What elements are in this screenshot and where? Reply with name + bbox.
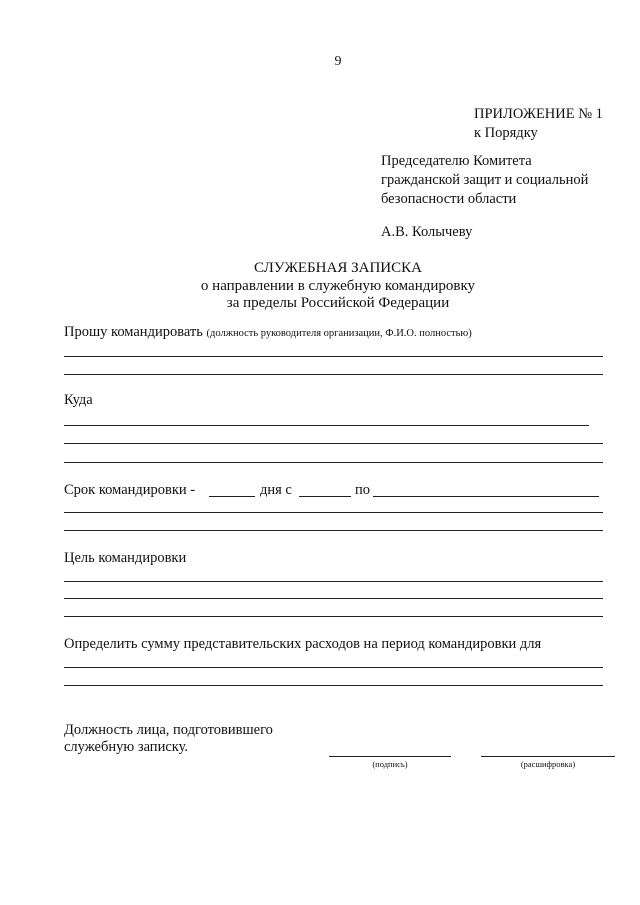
term-line-3[interactable] <box>64 530 603 531</box>
appendix-subtitle: к Порядку <box>474 125 538 141</box>
signature-decode-line[interactable] <box>481 756 615 757</box>
page-number: 9 <box>334 54 342 69</box>
title-main: СЛУЖЕБНАЯ ЗАПИСКА <box>254 260 422 276</box>
purpose-line-2[interactable] <box>64 598 603 599</box>
title-sub-2: за пределы Российской Федерации <box>226 295 450 311</box>
purpose-line-3[interactable] <box>64 616 603 617</box>
term-line-2[interactable] <box>64 512 603 513</box>
purpose-label: Цель командировки <box>64 550 187 566</box>
signature-decode-caption: (расшифровка) <box>520 759 576 769</box>
request-label <box>64 324 472 341</box>
term-end-date-line[interactable] <box>373 496 599 497</box>
request-line-2[interactable] <box>64 374 603 375</box>
expenses-line-2[interactable] <box>64 685 603 686</box>
where-label: Куда <box>64 392 93 408</box>
expenses-line-1[interactable] <box>64 667 603 668</box>
term-days-count-line[interactable] <box>209 496 255 497</box>
prepared-by-line-1: Должность лица, подготовившего <box>64 722 273 738</box>
addressee-line-2: гражданской защит и социальной <box>381 172 589 188</box>
term-days-label: дня с <box>260 482 292 498</box>
term-label: Срок командировки - <box>64 482 196 498</box>
request-hint: (должность руководителя организации, Ф.И.О. полностью) <box>206 328 472 339</box>
addressee-line-3: безопасности области <box>381 191 517 207</box>
title-sub-1: о направлении в служебную командировку <box>200 278 476 294</box>
appendix-label: ПРИЛОЖЕНИЕ № 1 <box>474 106 603 122</box>
addressee-name: А.В. Колычеву <box>381 224 473 240</box>
request-line-1[interactable] <box>64 356 603 357</box>
term-start-date-line[interactable] <box>299 496 351 497</box>
request-label-text: Прошу командировать <box>64 324 203 340</box>
where-line-1[interactable] <box>64 425 589 426</box>
addressee-line-1: Председателю Комитета <box>381 153 532 169</box>
signature-caption: (подпись) <box>372 759 408 769</box>
where-line-2[interactable] <box>64 443 603 444</box>
where-line-3[interactable] <box>64 462 603 463</box>
prepared-by-line-2: служебную записку. <box>64 739 189 755</box>
expenses-label: Определить сумму представительских расходов на период командировки для <box>64 636 542 652</box>
signature-line[interactable] <box>329 756 451 757</box>
purpose-line-1[interactable] <box>64 581 603 582</box>
term-to-label: по <box>355 482 371 498</box>
